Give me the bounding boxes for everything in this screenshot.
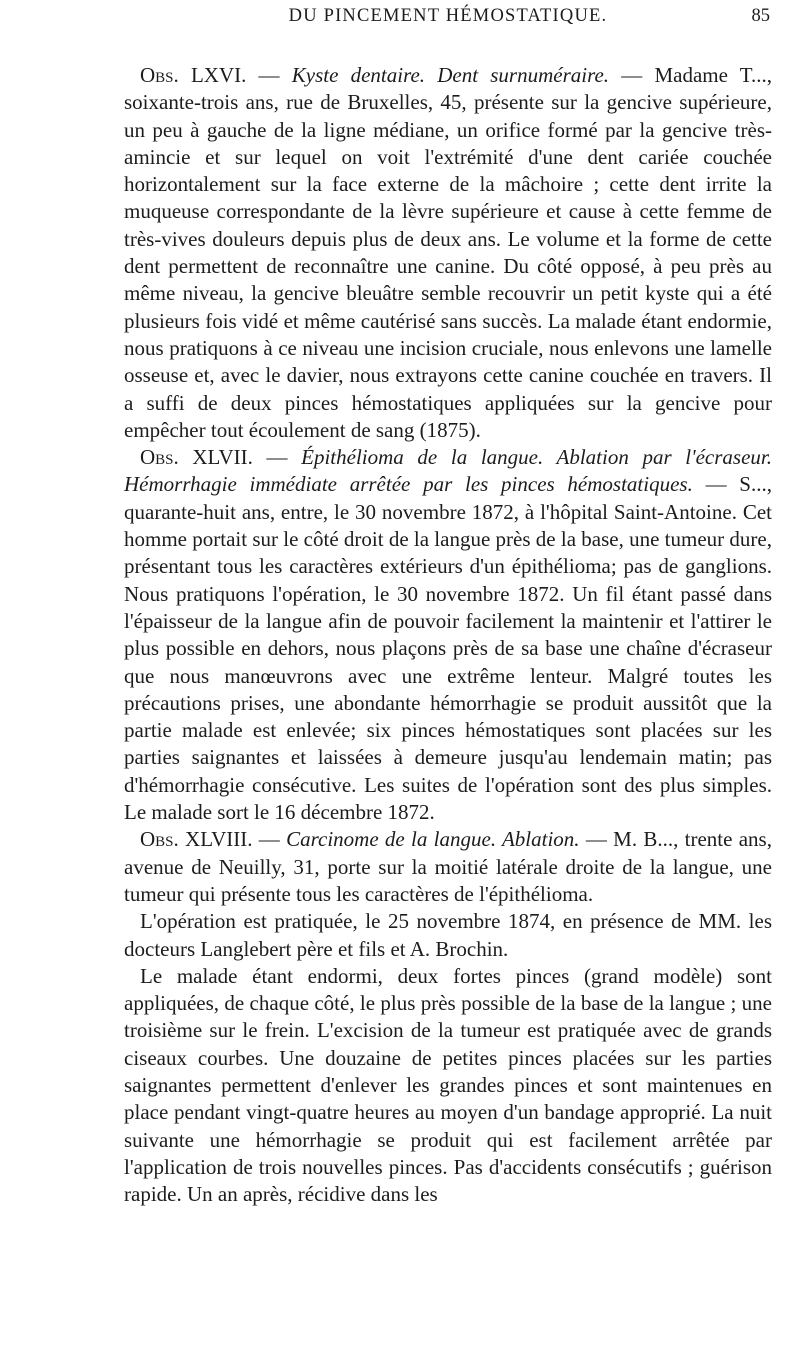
observation-label: Obs. LXVI.	[140, 63, 247, 87]
page-number: 85	[751, 6, 770, 26]
observation-label: Obs. XLVII.	[140, 445, 253, 470]
observation-heading: Kyste dentaire. Dent surnuméraire.	[291, 63, 610, 87]
continuation-paragraph: L'opération est pratiquée, le 25 novembre 1874, en présence de MM. les docteurs Langlebert père et fils et A. Brochin.	[124, 909, 772, 961]
observation-paragraph	[124, 62, 772, 444]
observation-label: Obs. XLVIII.	[140, 827, 253, 852]
observation-text: — S..., quarante-huit ans, entre, le 30 novembre 1872, à l'hôpital Saint-Antoine. Cet homme portait sur le côté droit de la langue près de la base, une tumeur dure, présentant tous les caractères extérieurs d'un épithélioma; pas de ganglions. Nous pratiquons l'opération, le 30 novembre 1872. Un fil étant passé dans l'épaisseur de la langue afin de pouvoir facilement la maintenir et l'attirer le plus possible en dehors, nous plaçons près de sa base une chaîne d'écraseur que nous manœuvrons avec une extrême lenteur. Malgré toutes les précautions prises, une abondante hémorrhagie se produit aussitôt que la partie malade est enlevée; six pinces hémostatiques sont placées sur les parties saignantes et laissées à demeure jusqu'au lendemain matin; pas d'hémorrhagie consécutive. Les suites de l'opération sont des plus simples. Le malade sort le 16 décembre 1872.	[124, 472, 772, 825]
separator-dash: —	[246, 63, 292, 87]
observation-text: — Madame T..., soixante-trois ans, rue de Bruxelles, 45, présente sur la gencive supérieure, un peu à gauche de la ligne médiane, un orifice formé par la gencive très-amincie et sur lequel on voit l'extrémité d'une dent cariée couchée horizontalement sur la face externe de la mâchoire ; cette dent irrite la muqueuse correspondante de la lèvre supérieure et cause à cette femme de très-vives douleurs depuis plus de deux ans. Le volume et la forme de cette dent permettent de reconnaître une canine. Du côté opposé, à peu près au même niveau, la gencive bleuâtre semble recouvrir un petit kyste qui a été plusieurs fois vidé et même cautérisé sans succès. La malade étant endormie, nous pratiquons à ce niveau une incision cruciale, nous enlevons une lamelle osseuse et, avec le davier, nous extrayons cette canine couchée en travers. Il a suffi de deux pinces hémostatiques appliquées sur la gencive pour empêcher tout écoulement de sang (1875).	[124, 63, 772, 442]
observation-heading: Carcinome de la langue. Ablation.	[286, 827, 580, 852]
running-title: DU PINCEMENT HÉMOSTATIQUE.	[288, 6, 608, 26]
separator-dash: —	[252, 827, 287, 852]
running-header	[126, 6, 770, 32]
observation-heading: Épithélioma de la langue. Ablation par l'écraseur. Hémorrhagie immédiate arrêtée par les pinces hémostatiques.	[124, 445, 772, 497]
observation-text: — M. B..., trente ans, avenue de Neuilly, 31, porte sur la moitié latérale droite de la langue, une tumeur qui présente tous les caractères de l'épithélioma.	[124, 827, 772, 906]
observation-paragraph	[124, 444, 772, 826]
body-text	[124, 62, 772, 1208]
observation-paragraph	[124, 826, 772, 908]
separator-dash: —	[252, 445, 302, 470]
continuation-paragraph: Le malade étant endormi, deux fortes pinces (grand modèle) sont appliquées, de chaque côté, le plus près possible de la base de la langue ; une troisième sur le frein. L'excision de la tumeur est pratiquée avec de grands ciseaux courbes. Une douzaine de petites pinces placées sur les parties saignantes permettent d'enlever les grandes pinces et sont maintenues en place pendant vingt-quatre heures au moyen d'un bandage approprié. La nuit suivante une hémorrhagie se produit qui est facilement arrêtée par l'application de trois nouvelles pinces. Pas d'accidents consécutifs ; guérison rapide. Un an après, récidive dans les	[124, 963, 772, 1207]
